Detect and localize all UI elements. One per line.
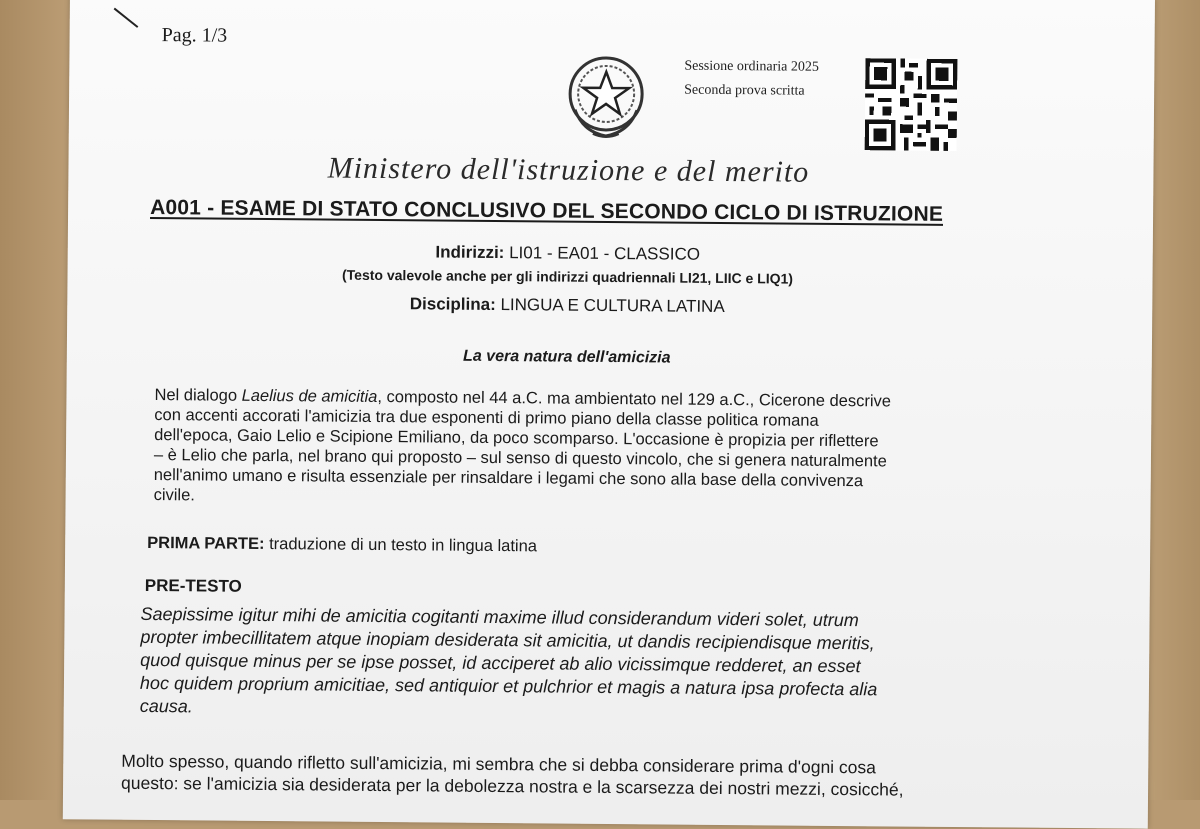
addresses-line <box>68 239 1068 268</box>
intro-paragraph <box>154 385 1035 513</box>
section-title: La vera natura dell'amicizia <box>463 347 671 367</box>
pretesto-heading: PRE-TESTO <box>144 575 242 596</box>
latin-line: hoc quidem proprium amicitiae, sed antiquior et pulchrior et magis a natura ipsa profecta alia <box>139 672 878 700</box>
addresses-label: Indirizzi: <box>435 242 505 263</box>
latin-line: Saepissime igitur mihi de amicitia cogitanti maxime illud considerandum videri solet, utrum <box>140 603 859 631</box>
first-part-label: PRIMA PARTE: <box>147 533 265 553</box>
first-part-line <box>147 534 537 556</box>
intro-line: – è Lelio che parla, nel brano qui proposto – sul senso di questo vincolo, che si genera naturalmente <box>153 446 887 471</box>
qr-code-icon <box>865 58 958 151</box>
intro-line: dell'epoca, Gaio Lelio e Scipione Emiliano, da poco scomparso. L'occasione è propizia per riflettere <box>154 426 879 451</box>
intro-line: civile. <box>153 486 195 505</box>
latin-line: causa. <box>139 695 193 717</box>
latin-line: quod quisque minus per se ipse posset, id acciperet ab alio vicissimque redderet, an esset <box>140 649 861 677</box>
italian-republic-emblem-icon <box>563 50 650 143</box>
translation-paragraph <box>121 750 1081 802</box>
latin-passage <box>140 603 1061 726</box>
addresses-note: (Testo valevole anche per gli indirizzi quadriennali LI21, LIIC e LIQ1) <box>341 266 794 287</box>
ministry-name: Ministero dell'istruzione e del merito <box>327 151 810 189</box>
addresses-value: LI01 - EA01 - CLASSICO <box>509 243 701 264</box>
discipline-value: LINGUA E CULTURA LATINA <box>500 295 725 316</box>
page-number: Pag. 1/3 <box>161 24 228 47</box>
discipline-label: Disciplina: <box>409 294 496 314</box>
pen-mark <box>114 8 139 28</box>
translation-line: questo: se l'amicizia sia desiderata per la debolezza nostra e la scarsezza dei nostri mezzi, cosicché, <box>121 772 904 800</box>
translation-line: Molto spesso, quando rifletto sull'amicizia, mi sembra che si debba considerare prima d'ogni cosa <box>121 750 877 778</box>
intro-text: Nel dialogo <box>154 386 242 405</box>
exam-type-line: Seconda prova scritta <box>684 82 805 99</box>
intro-line: con accenti accorati l'amicizia tra due esponenti di primo piano della classe politica romana <box>154 406 819 430</box>
discipline-line <box>67 291 1067 320</box>
intro-text: , composto nel 44 a.C. ma ambientato nel 129 a.C., Cicerone descrive <box>377 387 892 411</box>
latin-line: propter imbecillitatem atque inopiam desiderata sit amicitia, ut dandis recipiendisque meritis, <box>140 626 875 654</box>
exam-title: A001 - ESAME DI STATO CONCLUSIVO DEL SECONDO CICLO DI ISTRUZIONE <box>150 195 944 226</box>
session-info <box>684 55 819 104</box>
first-part-text: traduzione di un testo in lingua latina <box>269 535 538 556</box>
session-line: Sessione ordinaria 2025 <box>684 58 819 75</box>
work-title: Laelius de amicitia <box>241 386 378 406</box>
intro-line: nell'animo umano e risulta essenziale per rinsaldare i legami che sono alla base della convivenza <box>153 466 864 491</box>
exam-sheet <box>63 0 1155 829</box>
